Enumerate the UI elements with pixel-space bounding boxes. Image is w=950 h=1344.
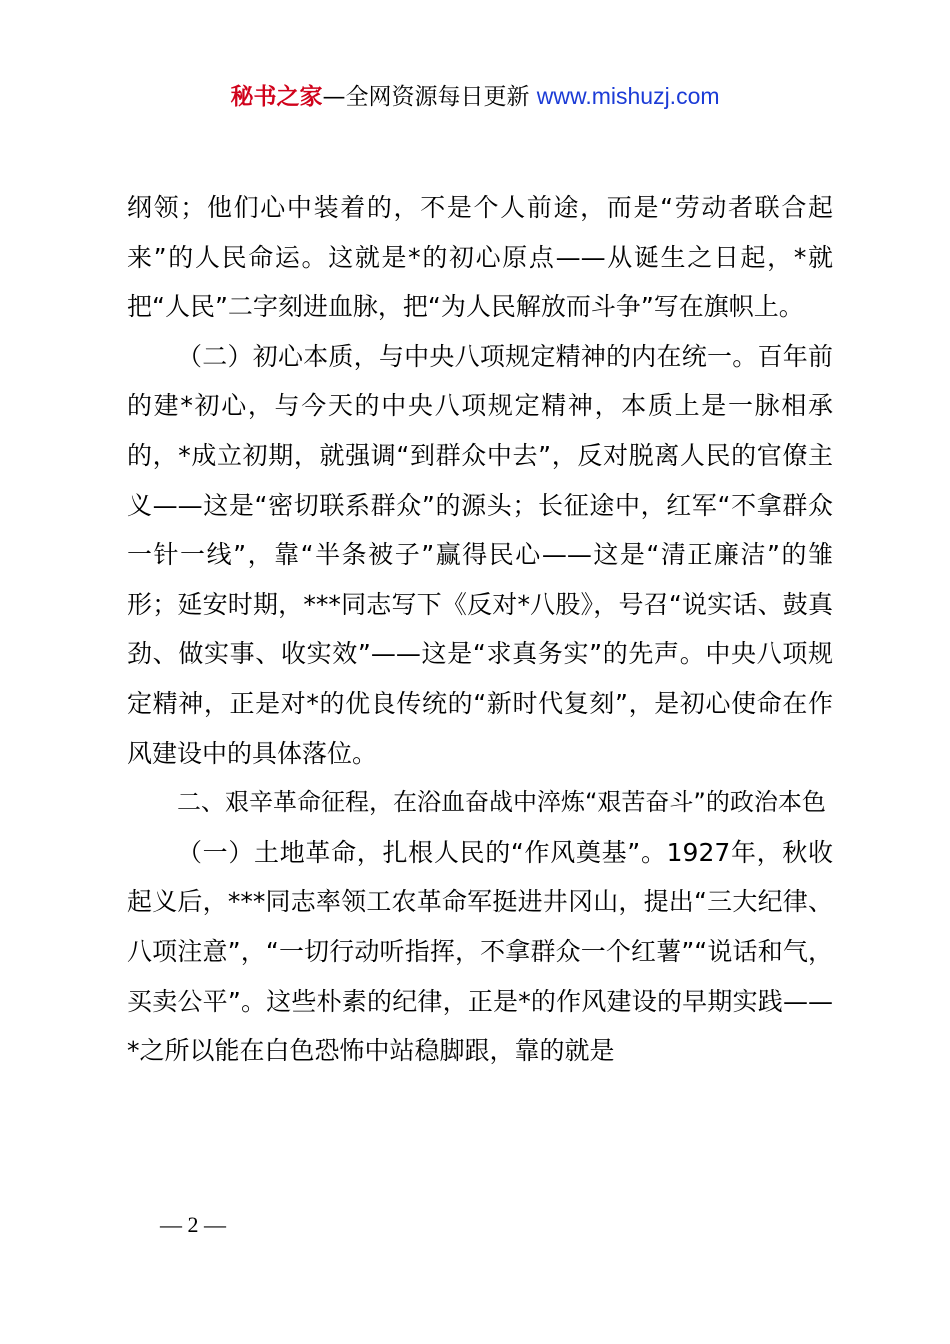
document-body [127, 183, 833, 1076]
site-header [0, 80, 950, 113]
site-url-link[interactable]: www.mishuzj.com [536, 83, 720, 109]
paragraph-continuation: 纲领；他们心中装着的，不是个人前途，而是“劳动者联合起来”的人民命运。这就是*的初心原点——从诞生之日起，*就把“人民”二字刻进血脉，把“为人民解放而斗争”写在旗帜上。 [127, 193, 833, 322]
section-heading-2: 二、艰辛革命征程，在浴血奋战中淬炼“艰苦奋斗”的政治本色 [177, 788, 826, 817]
header-tagline: —全网资源每日更新 [322, 84, 537, 110]
brand-name: 秘书之家 [230, 84, 323, 110]
paragraph-section-2-1: （一）土地革命，扎根人民的“作风奠基”。1927年，秋收起义后，***同志率领工农革命军挺进井冈山，提出“三大纪律、八项注意”，“一切行动听指挥，不拿群众一个红薯”“说话和气，买卖公平”。这些朴素的纪律，正是*的作风建设的早期实践——*之所以能在白色恐怖中站稳脚跟，靠的就是 [127, 837, 833, 1066]
page-number: — 2 — [160, 1212, 226, 1237]
paragraph-section-1-2: （二）初心本质，与中央八项规定精神的内在统一。百年前的建*初心，与今天的中央八项规定精神，本质上是一脉相承的，*成立初期，就强调“到群众中去”，反对脱离人民的官僚主义——这是“密切联系群众”的源头；长征途中，红军“不拿群众一针一线”，靠“半条被子”赢得民心——这是“清正廉洁”的雏形；延安时期，***同志写下《反对*八股》，号召“说实话、鼓真劲、做实事、收实效”——这是“求真务实”的先声。中央八项规定精神，正是对*的优良传统的“新时代复刻”，是初心使命在作风建设中的具体落位。 [127, 341, 833, 768]
